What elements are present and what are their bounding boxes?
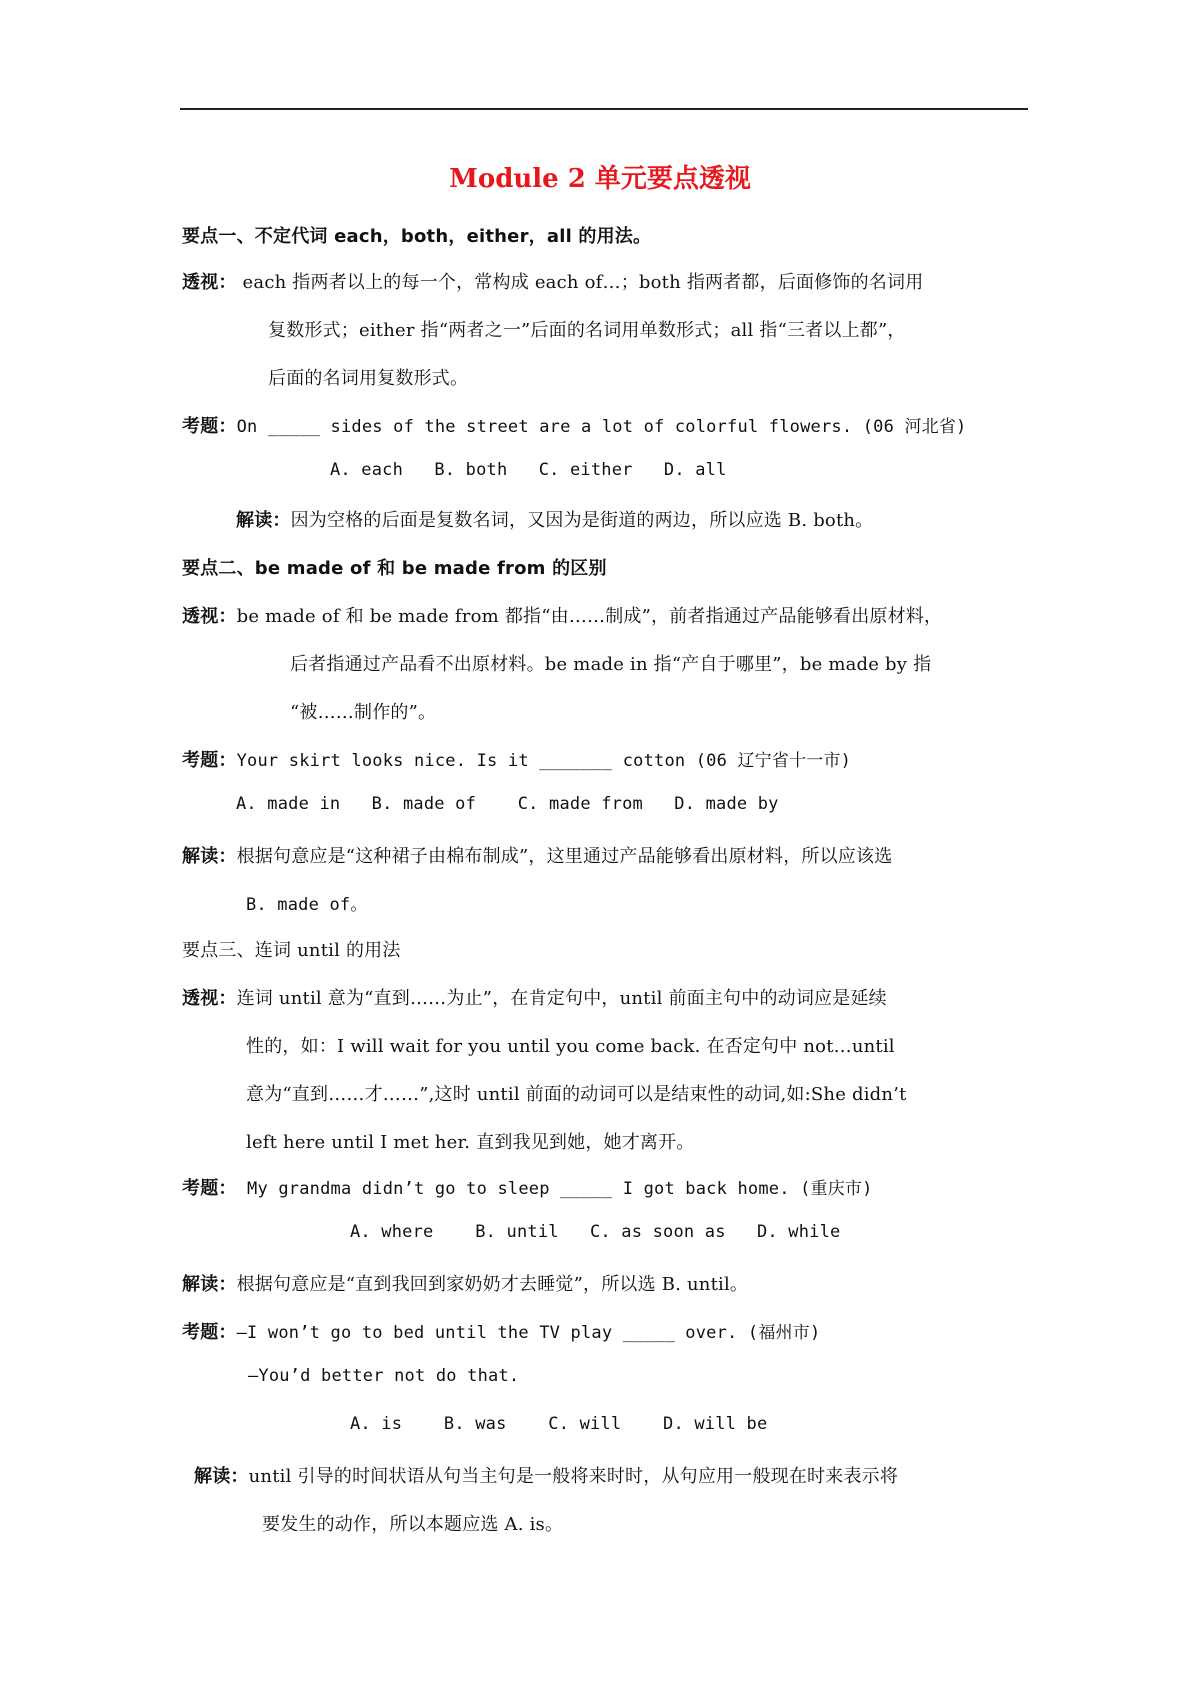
point1-explain-text1: each 指两者以上的每一个，常构成 each of…；both 指两者都，后面修饰的名词用 xyxy=(242,272,924,293)
point3-options2: A. is B. was C. will D. will be xyxy=(350,1414,768,1434)
point3-answer1-label: 解读： xyxy=(182,1274,237,1295)
point1-options: A. each B. both C. either D. all xyxy=(330,460,727,480)
point1-explain-line3: 后面的名词用复数形式。 xyxy=(268,368,469,389)
point1-question xyxy=(182,412,966,438)
point1-answer-label: 解读： xyxy=(236,510,291,531)
point2-question xyxy=(182,746,851,772)
point2-explain-text1: be made of 和 be made from 都指“由……制成”，前者指通过产品能够看出原材料， xyxy=(236,606,943,627)
point1-question-label: 考题： xyxy=(182,416,237,437)
point3-answer2-text1: until 引导的时间状语从句当主句是一般将来时时，从句应用一般现在时来表示将 xyxy=(248,1466,899,1487)
point2-explain-label: 透视： xyxy=(182,606,237,627)
page-title: Module 2 单元要点透视 xyxy=(449,164,751,194)
point3-explain-line2: 性的，如：I will wait for you until you come back. 在否定句中 not…until xyxy=(246,1036,895,1057)
point2-question-label: 考题： xyxy=(182,750,237,771)
point3-question2-text1: —I won’t go to bed until the TV play _____ over. (福州市) xyxy=(236,1323,821,1343)
point2-explain-line2: 后者指通过产品看不出原材料。be made in 指“产自于哪里”，be made by 指 xyxy=(290,654,932,675)
point1-explain-line2: 复数形式；either 指“两者之一”后面的名词用单数形式；all 指“三者以上都”， xyxy=(268,320,906,341)
point1-explain-line1 xyxy=(182,268,923,294)
point1-answer-text: 因为空格的后面是复数名词，又因为是街道的两边，所以应选 B. both。 xyxy=(290,510,874,531)
point3-question1-label: 考题： xyxy=(182,1178,237,1199)
point3-answer2-line1 xyxy=(194,1462,898,1488)
point2-explain-line3: “被……制作的”。 xyxy=(290,702,437,723)
point3-question2-line2: —You’d better not do that. xyxy=(248,1366,520,1386)
point2-answer-label: 解读： xyxy=(182,846,237,867)
point2-answer-line2: B. made of。 xyxy=(246,895,368,915)
point3-question2-label: 考题： xyxy=(182,1322,237,1343)
point1-answer xyxy=(236,506,873,532)
point1-heading: 要点一、不定代词 each，both，either，all 的用法。 xyxy=(182,226,652,247)
point3-question1-text: My grandma didn’t go to sleep _____ I got back home. (重庆市) xyxy=(236,1179,873,1199)
point2-question-text: Your skirt looks nice. Is it _______ cotton (06 辽宁省十一市) xyxy=(236,751,852,771)
header-rule xyxy=(180,108,1028,110)
point3-heading: 要点三、连词 until 的用法 xyxy=(182,940,401,961)
point1-explain-label: 透视： xyxy=(182,272,237,293)
point3-explain-line1 xyxy=(182,984,887,1010)
point3-answer2-label: 解读： xyxy=(194,1466,249,1487)
point3-options1: A. where B. until C. as soon as D. while xyxy=(350,1222,841,1242)
point1-question-text: On _____ sides of the street are a lot of colorful flowers. (06 河北省) xyxy=(236,417,967,437)
point2-answer-line1 xyxy=(182,842,892,868)
point3-question2 xyxy=(182,1318,820,1344)
point2-heading: 要点二、be made of 和 be made from 的区别 xyxy=(182,558,607,579)
point2-answer-text1: 根据句意应是“这种裙子由棉布制成”，这里通过产品能够看出原材料，所以应该选 xyxy=(236,846,893,867)
point3-explain-line4: left here until I met her. 直到我见到她，她才离开。 xyxy=(246,1132,695,1153)
point3-answer1 xyxy=(182,1270,748,1296)
point2-explain-line1 xyxy=(182,602,942,628)
point3-answer1-text: 根据句意应是“直到我回到家奶奶才去睡觉”，所以选 B. until。 xyxy=(236,1274,749,1295)
point3-explain-line3: 意为“直到……才……”,这时 until 前面的动词可以是结束性的动词,如:She didn’t xyxy=(246,1084,907,1105)
point3-explain-text1: 连词 until 意为“直到……为止”，在肯定句中，until 前面主句中的动词应是延续 xyxy=(236,988,887,1009)
point2-options: A. made in B. made of C. made from D. made by xyxy=(236,794,779,814)
point3-question1 xyxy=(182,1174,873,1200)
point3-explain-label: 透视： xyxy=(182,988,237,1009)
point3-answer2-line2: 要发生的动作，所以本题应选 A. is。 xyxy=(262,1514,564,1535)
